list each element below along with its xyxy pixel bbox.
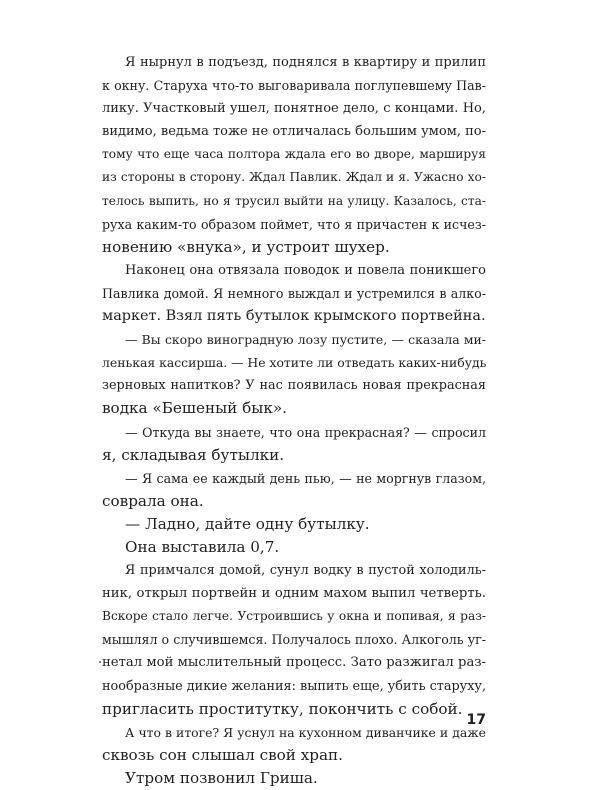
text-line: ленькая кассирша. — Не хотите ли отведать каких-нибудь	[102, 355, 487, 371]
text-line: телось выпить, но я трусил выйти на улицу. Казалось, ста-	[102, 193, 486, 208]
text-line: — Вы скоро виноградную лозу пустите, — сказала ми-	[125, 332, 486, 348]
text-line: к окну. Старуха что-то выговаривала поглупевшему Пав-	[102, 78, 486, 94]
text-line: новению «внука», и устроит шухер.	[102, 237, 390, 256]
page-number: 17	[466, 712, 486, 728]
text-line: руха каким-то образом поймет, что я причастен к исчез-	[102, 216, 486, 232]
text-line: ник, открыл портвейн и одним махом выпил четверть.	[102, 586, 486, 602]
body-text	[102, 51, 486, 790]
text-line: водка «Бешеный бык».	[102, 399, 287, 418]
text-line: Утром позвонил Гриша.	[125, 768, 318, 787]
text-line: — Ладно, дайте одну бутылку.	[125, 514, 370, 533]
text-line: сквозь сон слышал свой храп.	[102, 745, 344, 764]
text-line: тому что еще часа полтора ждала его во дворе, маршируя	[102, 147, 486, 162]
text-line: лику. Участковый ушел, понятное дело, с концами. Но,	[102, 101, 486, 117]
text-line: Я нырнул в подъезд, поднялся в квартиру и прилип	[125, 55, 486, 70]
text-line: — Я сама ее каждый день пью, — не моргнув глазом,	[125, 470, 486, 486]
text-line: нетал мой мыслительный процесс. Зато разжигал раз-	[102, 655, 486, 671]
text-line: видимо, ведьма тоже не отличалась большим умом, по-	[102, 124, 486, 140]
text-line: нообразные дикие желания: выпить еще, убить старуху,	[102, 678, 487, 694]
text-line: Вскоре стало легче. Устроившись у окна и попивая, я раз-	[102, 609, 486, 624]
text-line: Павлика домой. Я немного выждал и устремился в алко-	[102, 285, 486, 301]
text-line: зерновых напитков? У нас появилась новая прекрасная	[102, 378, 486, 394]
text-line: — Откуда вы знаете, что она прекрасная? — спросил	[125, 424, 486, 440]
text-line: А что в итоге? Я уснул на кухонном диванчике и даже	[125, 724, 486, 740]
text-line: Я примчался домой, сунул водку в пустой холодиль-	[125, 563, 486, 579]
print-speck	[99, 661, 101, 663]
text-line: из стороны в сторону. Ждал Павлик. Ждал и я. Ужасно хо-	[102, 170, 486, 185]
text-line: я, складывая бутылки.	[102, 445, 285, 464]
text-line: соврала она.	[102, 491, 204, 510]
text-line: мышлял о случившемся. Получалось плохо. Алкоголь уг-	[102, 632, 486, 648]
text-line: маркет. Взял пять бутылок крымского портвейна.	[102, 308, 486, 325]
text-line: пригласить проститутку, покончить с собой.	[102, 699, 463, 718]
text-line: Наконец она отвязала поводок и повела поникшего	[125, 262, 486, 278]
text-line: Она выставила 0,7.	[125, 537, 280, 556]
